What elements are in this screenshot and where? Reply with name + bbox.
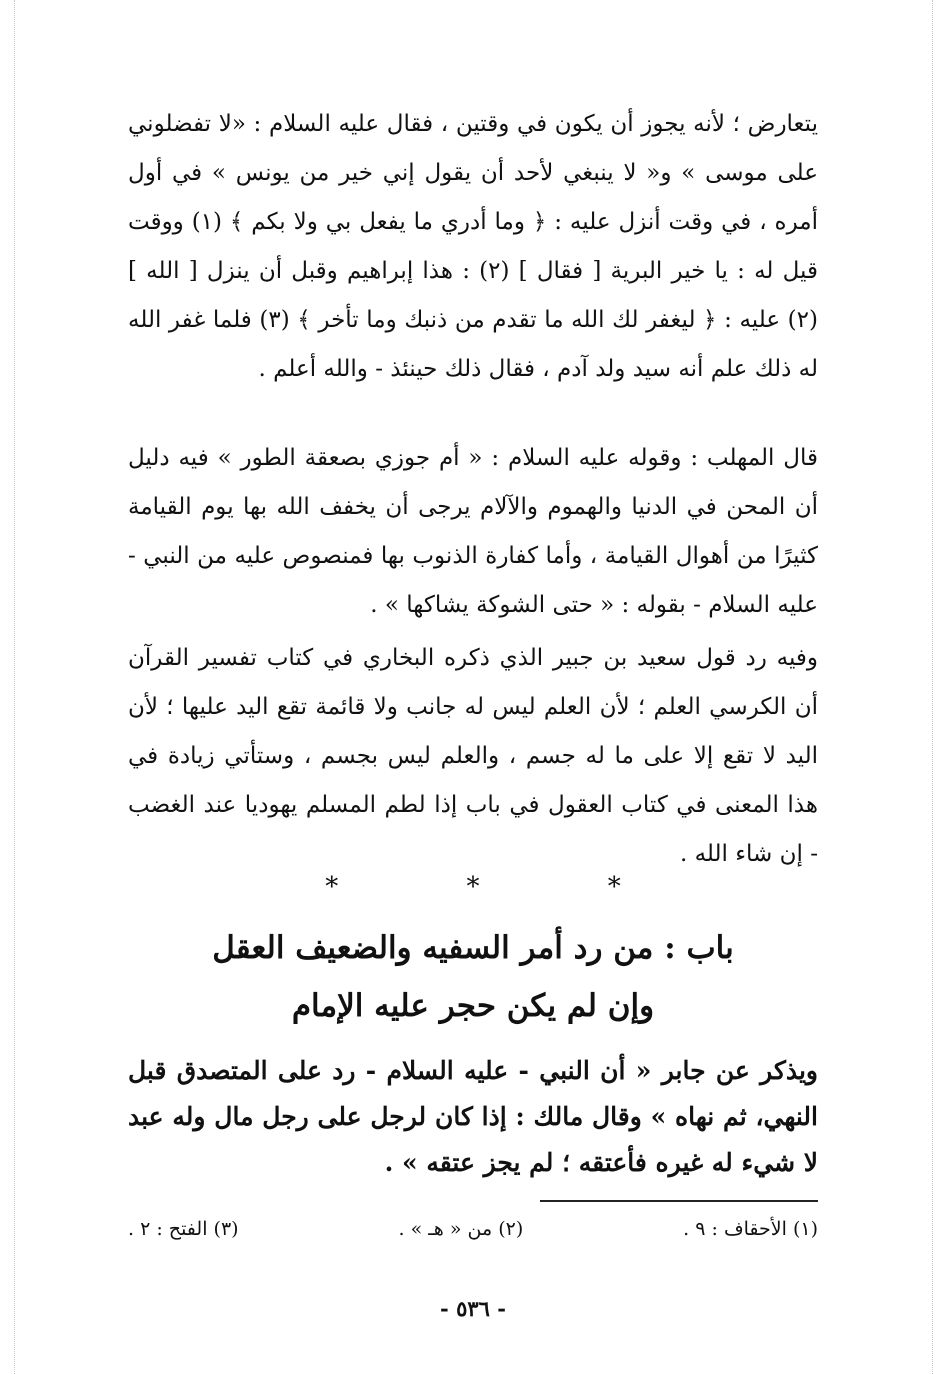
paragraph-2: قال المهلب : وقوله عليه السلام : « أم جوزي بصعقة الطور » فيه دليل أن المحن في الدنيا والهموم والآلام يرجى أن يخفف الله بها يوم القيامة كثيرًا من أهوال القيامة ، وأما كفارة الذنوب بها فمنصوص عليه من النبي - عليه السلام - بقوله : « حتى الشوكة يشاكها » .	[128, 445, 818, 618]
chapter-heading-line-1: باب : من رد أمر السفيه والضعيف العقل	[212, 930, 734, 966]
footnote-2: (٢) من « هـ » .	[398, 1218, 524, 1240]
left-margin-guide	[14, 0, 15, 1374]
section-separator: * * *	[325, 872, 681, 902]
paragraph-4: ويذكر عن جابر « أن النبي - عليه السلام - رد على المتصدق قبل النهي، ثم نهاه » وقال مالك : إذا كان لرجل على رجل مال وله عبد لا شيء له غيره فأعتقه ؛ لم يجز عتقه » .	[128, 1056, 818, 1177]
paragraph-3: وفيه رد قول سعيد بن جبير الذي ذكره البخاري في كتاب تفسير القرآن أن الكرسي العلم ؛ لأن العلم ليس له جانب ولا قائمة تقع اليد عليها ؛ لأن اليد لا تقع إلا على ما له جسم ، والعلم ليس بجسم ، وستأتي زيادة في هذا المعنى في كتاب العقول في باب إذا لطم المسلم يهوديا عند الغضب - إن شاء الله .	[128, 645, 818, 867]
footnote-divider	[540, 1200, 818, 1202]
right-margin-guide	[932, 0, 933, 1374]
paragraph-1: يتعارض ؛ لأنه يجوز أن يكون في وقتين ، فقال عليه السلام : «لا تفضلوني على موسى » و« لا ينبغي لأحد أن يقول إني خير من يونس » في أول أمره ، في وقت أنزل عليه : ﴿ وما أدري ما يفعل بي ولا بكم ﴾ (١) ووقت قيل له : يا خير البرية [ فقال ] (٢) : هذا إبراهيم وقبل أن ينزل [ الله ] (٢) عليه : ﴿ ليغفر لك الله ما تقدم من ذنبك وما تأخر ﴾ (٣) فلما غفر الله له ذلك علم أنه سيد ولد آدم ، فقال ذلك حينئذ - والله أعلم .	[128, 111, 818, 382]
chapter-heading-line-2: وإن لم يكن حجر عليه الإمام	[291, 988, 655, 1024]
page-number: - ٥٣٦ -	[440, 1296, 506, 1321]
footnotes	[128, 1218, 818, 1240]
footnote-1: (١) الأحقاف : ٩ .	[683, 1218, 818, 1240]
footnote-3: (٣) الفتح : ٢ .	[128, 1218, 239, 1240]
